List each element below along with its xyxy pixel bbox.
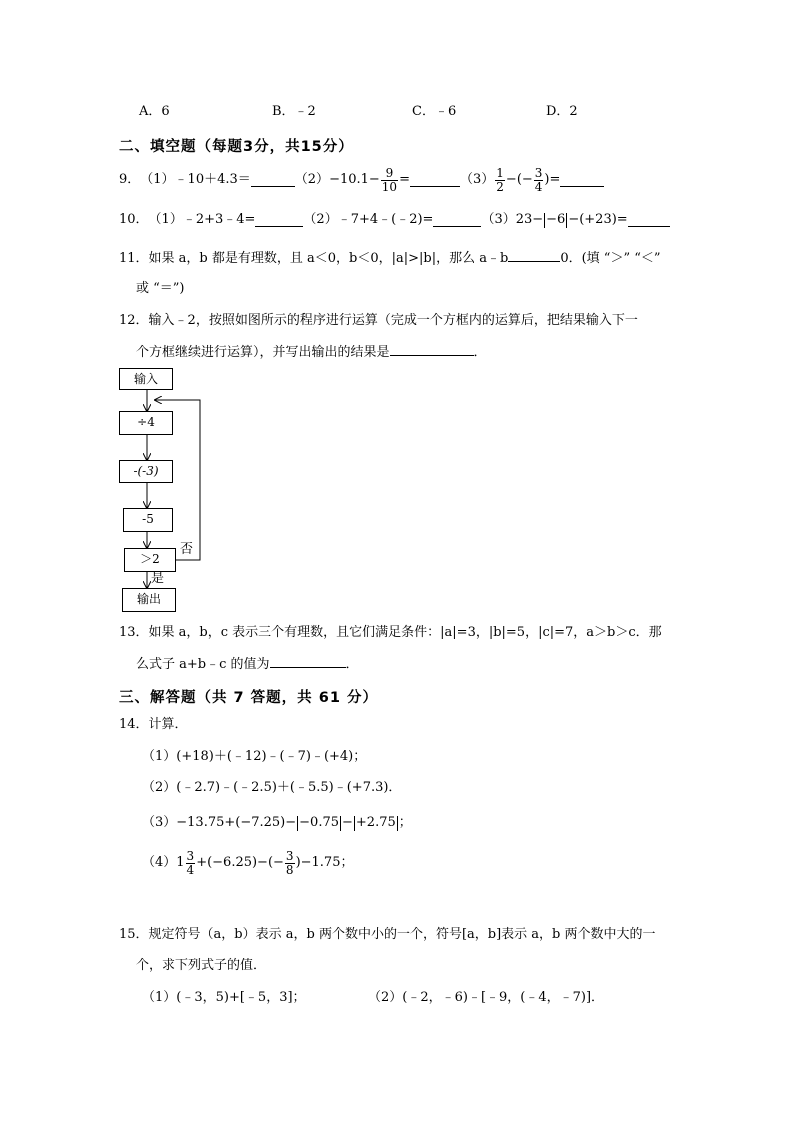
q10-part-1: （1）﹣2+3﹣4= [148, 212, 256, 227]
flow-yes-label: 是 [151, 571, 165, 586]
q13-end: ． [345, 657, 359, 672]
question-15-line-2: 个，求下列式子的值． [136, 958, 267, 973]
q13-text: 么式子 a+b﹣c 的值为 [136, 657, 270, 672]
question-12-line-1: 12．输入﹣2，按照如图所示的程序进行运算（完成一个方框内的运算后，把结果输入下一 [119, 313, 638, 328]
option-b: B．﹣2 [272, 104, 316, 119]
q14-3-c: − [342, 815, 353, 830]
denominator: 4 [534, 179, 543, 194]
option-a: A．6 [139, 104, 170, 119]
question-number: 10． [119, 212, 149, 227]
numerator: 3 [186, 848, 195, 863]
section-title-fill-in: 二、填空题（每题3分，共15分） [119, 139, 354, 155]
q10-part-3-b: −6 [546, 212, 566, 227]
numerator: 3 [285, 848, 294, 863]
denominator: 10 [381, 179, 398, 194]
q14-4-b: +(−6.25)−(− [196, 855, 284, 870]
open-paren: (− [516, 172, 533, 187]
flow-subtract-box: -(-3) [119, 460, 173, 483]
q14-part-4 [142, 845, 353, 881]
close-paren: )= [544, 172, 561, 187]
option-c: C．﹣6 [412, 104, 457, 119]
abs-bar [340, 816, 341, 831]
question-13-line-2 [136, 655, 359, 674]
q14-3-d: +2.75 [355, 815, 396, 830]
question-14-title: 14．计算． [119, 717, 188, 732]
option-d: D．2 [546, 104, 578, 119]
q12-end: ． [473, 345, 487, 360]
flow-divide-box: ÷4 [119, 411, 173, 435]
question-number: 9． [119, 172, 141, 187]
denominator: 8 [285, 862, 294, 877]
q9-part-2-expr: −10.1− [329, 172, 380, 187]
flow-minus5-box: -5 [123, 508, 173, 532]
q11-text: 11．如果 a，b 都是有理数，且 a＜0，b＜0，|a|>|b|，那么 a﹣b [119, 251, 509, 266]
q9-part-2-label: （2） [294, 172, 330, 187]
q11-tail: 0．(填 “＞” “＜” [560, 251, 661, 266]
question-11-line-2: 或 “＝”) [136, 281, 185, 296]
flow-no-label: 否 [180, 542, 194, 557]
equals-sign: = [399, 172, 410, 187]
q14-3-a: （3）−13.75+(−7.25)− [142, 815, 297, 830]
q12-text: 个方框继续进行运算），并写出输出的结果是 [136, 345, 390, 360]
numerator: 3 [534, 165, 543, 180]
q10-part-3-a: 23− [515, 212, 544, 227]
flow-input-box: 输入 [119, 368, 173, 390]
abs-bar [297, 816, 298, 831]
q15-part-2: （2）(﹣2，﹣6)﹣[﹣9，(﹣4，﹣7)]． [368, 990, 605, 1005]
question-13-line-1: 13．如果 a，b，c 表示三个有理数，且它们满足条件：|a|=3，|b|=5，|c|=7，a＞b＞c．那 [119, 625, 662, 640]
denominator: 4 [186, 862, 195, 877]
fraction [186, 850, 196, 877]
q15-part-1: （1）(﹣3，5)+[﹣5，3]； [142, 990, 306, 1005]
numerator: 9 [381, 167, 398, 181]
section-title-solve: 三、解答题（共 7 答题，共 61 分） [119, 690, 378, 706]
fraction [285, 850, 295, 877]
q9-part-1: （1）﹣10＋4.3＝ [140, 172, 251, 187]
flow-output-box: 输出 [122, 588, 176, 612]
q10-part-3-c: −(+23)= [568, 212, 628, 227]
question-15-line-1: 15．规定符号（a，b）表示 a，b 两个数中小的一个，符号[a，b]表示 a，b 两个数中大的一 [119, 927, 656, 942]
abs-bar [397, 816, 398, 831]
q14-4-c: )−1.75； [295, 855, 354, 870]
minus-sign: − [505, 172, 517, 187]
q14-part-3 [142, 814, 412, 832]
flow-condition-box: ＞2 [124, 548, 176, 572]
q14-part-2: （2）(﹣2.7)﹣(﹣2.5)＋(﹣5.5)﹣(+7.3)． [142, 780, 402, 795]
q14-3-e: ； [398, 815, 412, 830]
denominator: 2 [496, 179, 504, 194]
answer-blank[interactable] [270, 655, 346, 668]
abs-bar [354, 816, 355, 831]
q9-part-3-label: （3） [459, 172, 495, 187]
q14-3-b: −0.75 [299, 815, 339, 830]
q14-4-a: （4）1 [142, 855, 185, 870]
numerator: 1 [496, 165, 504, 180]
q10-part-3-label: （3） [481, 212, 516, 227]
q14-part-1: （1）(+18)＋(﹣12)﹣(﹣7)﹣(+4)； [142, 749, 367, 764]
q10-part-2: （2）﹣7+4﹣(﹣2)= [303, 212, 434, 227]
